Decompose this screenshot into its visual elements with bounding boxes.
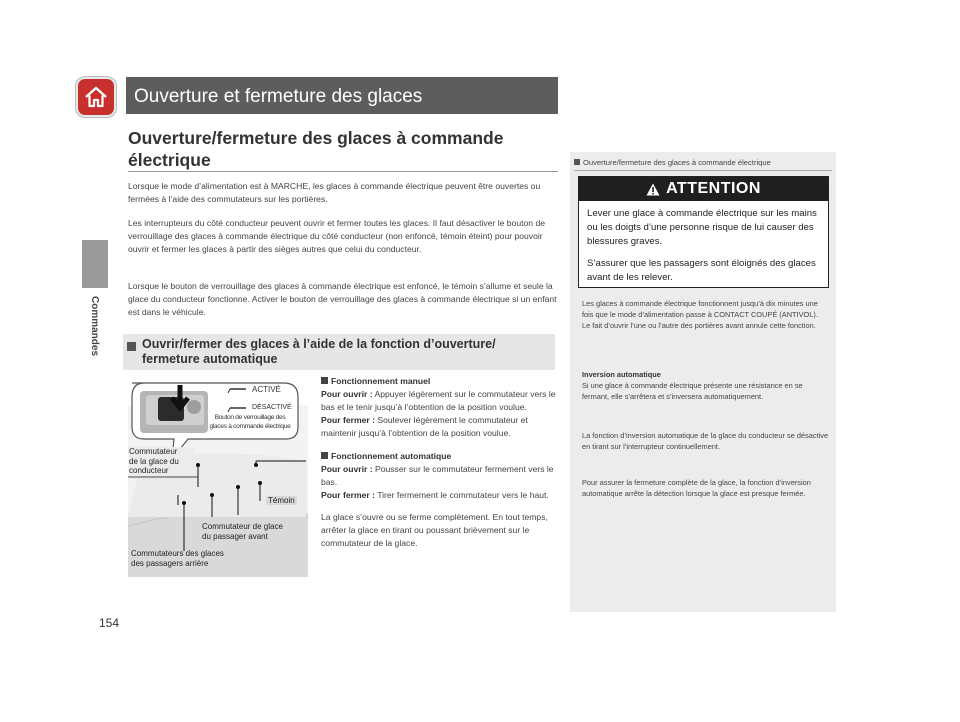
side-notes-divider — [574, 170, 832, 171]
manual-close-label: Pour fermer : — [321, 415, 375, 425]
driver-switch-label-line3: conducteur — [129, 466, 169, 475]
subsection-header — [123, 334, 555, 370]
side-note-3: La fonction d’inversion automatique de la glace du conducteur se désactive en tirant sur l’interrupteur continuellement. — [582, 431, 829, 451]
manual-heading — [321, 375, 557, 388]
lock-button-paragraph: Lorsque le bouton de verrouillage des glaces à commande électrique est enfoncé, le témoin s’allume et seule la glace du conducteur fonctionne. Activer le bouton de verrouillage des glaces à commande électrique si un enfant est dans le véhicule. — [128, 281, 557, 317]
automatic-open-label: Pour ouvrir : — [321, 464, 373, 474]
subsection-title-line2: fermeture automatique — [142, 352, 278, 366]
passenger-switch-label-line1: Commutateur de glace — [202, 522, 283, 531]
inversion-heading: Inversion automatique — [582, 370, 661, 379]
passenger-switch-label-line2: du passager avant — [202, 532, 268, 541]
automatic-close-label: Pour fermer : — [321, 490, 375, 500]
manual-open-text: Appuyer légèrement sur le commutateur vers le bas et le tenir jusqu’à l’obtention de la position voulue. — [321, 389, 556, 412]
side-notes-heading-text: Ouverture/fermeture des glaces à commande électrique — [583, 158, 771, 167]
warning-text-2: S’assurer que les passagers sont éloignés des glaces avant de les relever. — [587, 258, 816, 283]
home-button[interactable] — [76, 77, 116, 117]
warning-title: ATTENTION — [666, 180, 761, 197]
lock-button-label — [200, 413, 300, 431]
window-switch-diagram — [128, 377, 308, 577]
sidebar-tab — [82, 240, 108, 288]
passenger-switch-label — [202, 522, 306, 542]
side-notes-heading — [574, 158, 771, 167]
indicator-label: Témoin — [268, 496, 295, 505]
rear-switches-label-line1: Commutateurs des glaces — [131, 549, 224, 558]
automatic-note: La glace s’ouvre ou se ferme complètement. En tout temps, arrêter la glace en tirant ou poussant brièvement sur le commutateur de la glace. — [321, 512, 548, 548]
side-notes-marker — [574, 159, 580, 165]
operation-instructions — [321, 375, 557, 550]
inversion-text: Si une glace à commande électrique présente une résistance en se fermant, elle s’arrêtera et s’inversera automatiquement. — [582, 381, 803, 401]
warning-box — [578, 176, 829, 288]
side-note-1-text: Les glaces à commande électrique fonctionnent jusqu’à dix minutes une fois que le mode d’alimentation passe à CONTACT COUPÉ (ANTIVOL). — [582, 299, 818, 319]
manual-open — [321, 388, 557, 414]
manual-open-label: Pour ouvrir : — [321, 389, 373, 399]
manual-heading-text: Fonctionnement manuel — [331, 376, 431, 386]
automatic-heading-text: Fonctionnement automatique — [331, 451, 452, 461]
warning-text-1: Lever une glace à commande électrique sur les mains ou les doigts d’une personne risque de lui causer des blessures graves. — [587, 208, 817, 247]
automatic-open — [321, 463, 557, 489]
subsection-marker — [127, 342, 136, 351]
side-note-4: Pour assurer la fermeture complète de la glace, la fonction d’inversion automatique arrête la détection lorsque la glace est presque fermée. — [582, 478, 811, 498]
manual-close — [321, 414, 557, 440]
automatic-heading-marker — [321, 452, 328, 459]
section-title: Ouverture/fermeture des glaces à commande électrique — [128, 128, 504, 170]
driver-switch-paragraph: Les interrupteurs du côté conducteur peuvent ouvrir et fermer toutes les glaces. Il faut désactiver le bouton de verrouillage des glaces à commande électrique du côté conducteur (non enfoncé, témoin éteint) pour pouvoir ouvrir et fermer les glaces à partir des sièges autres que celui du conducteur. — [128, 218, 546, 254]
manual-heading-marker — [321, 377, 328, 384]
automatic-close-text: Tirer fermement le commutateur vers le haut. — [377, 490, 549, 500]
rear-switches-label — [131, 549, 251, 569]
manual-close-text: Soulever légèrement le commutateur et maintenir jusqu’à l’obtention de la position voulue. — [321, 415, 528, 438]
driver-switch-label-line1: Commutateur — [129, 447, 178, 456]
warning-triangle-icon — [646, 183, 660, 196]
side-notes-panel — [570, 152, 836, 612]
automatic-open-text: Pousser sur le commutateur fermement vers le bas. — [321, 464, 554, 487]
chapter-title: Ouverture et fermeture des glaces — [134, 86, 423, 107]
inactive-label: DÉSACTIVÉ — [252, 404, 292, 411]
section-divider — [128, 171, 558, 172]
active-label: ACTIVÉ — [252, 385, 281, 394]
subsection-title — [142, 337, 496, 367]
sidebar-label-text: Commandes — [89, 296, 100, 357]
rear-switches-label-line2: des passagers arrière — [131, 559, 209, 568]
intro-paragraph: Lorsque le mode d’alimentation est à MARCHE, les glaces à commande électrique peuvent être ouvertes ou fermées à l’aide des commutateurs sur les portières. — [128, 181, 541, 204]
warning-header — [579, 177, 828, 201]
side-note-2-text: Le fait d’ouvrir l’une ou l’autre des portières avant annule cette fonction. — [582, 321, 816, 330]
automatic-heading — [321, 450, 557, 463]
sidebar-label — [86, 296, 106, 386]
warning-body — [579, 201, 828, 291]
page-number: 154 — [99, 616, 120, 630]
home-icon — [83, 85, 109, 109]
inversion-note — [582, 369, 830, 402]
automatic-close — [321, 489, 557, 502]
side-note-1 — [582, 298, 830, 331]
lock-button-label-line2: glaces à commande électrique — [209, 423, 291, 430]
chapter-title-bar — [126, 77, 558, 114]
driver-switch-label — [129, 447, 195, 476]
subsection-title-line1: Ouvrir/fermer des glaces à l’aide de la fonction d’ouverture/ — [142, 337, 496, 351]
driver-switch-label-line2: de la glace du — [129, 456, 179, 466]
lock-button-label-line1: Bouton de verrouillage des — [214, 414, 286, 421]
